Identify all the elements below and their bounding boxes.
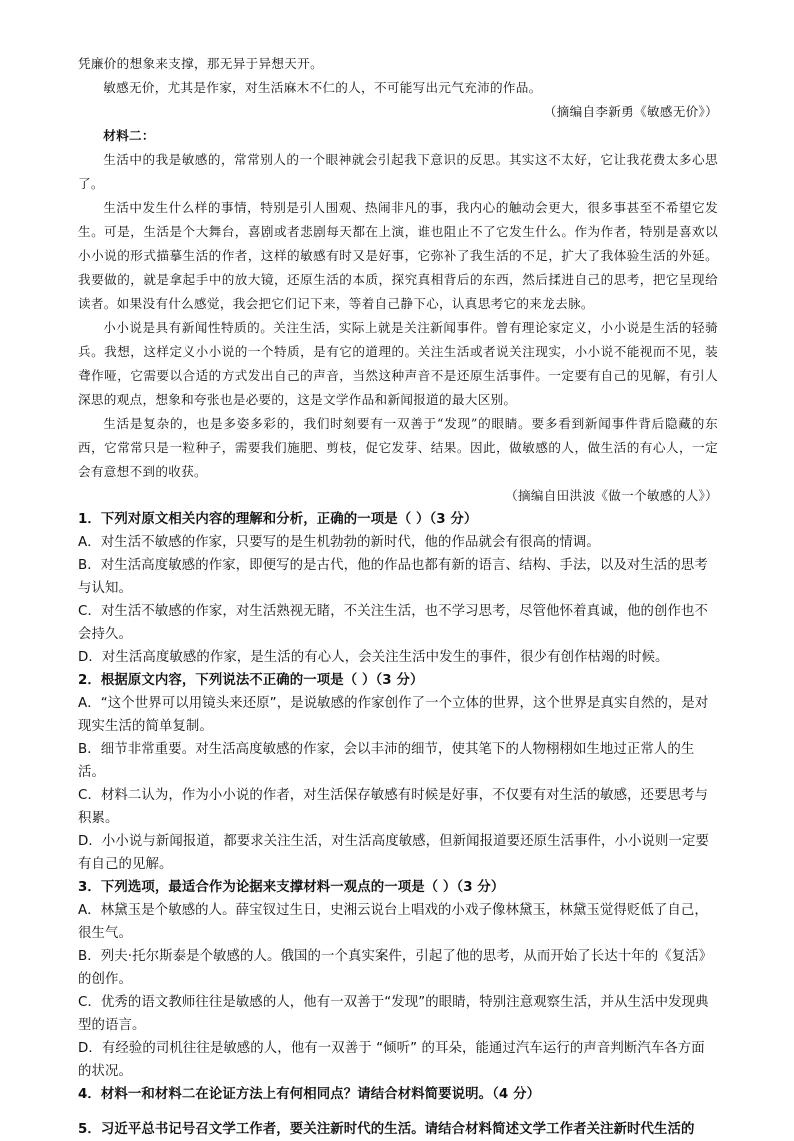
- question-1: [78, 508, 718, 669]
- material-two: [78, 124, 718, 508]
- question-stem: 2．根据原文内容，下列说法不正确的一项是（ ）（3 分）: [78, 673, 424, 688]
- question-option-d: D．有经验的司机往往是敏感的人，他有一双善于 “倾听” 的耳朵，能通过汽车运行的声音判断汽车各方面的状况。: [78, 1041, 705, 1079]
- question-4: [78, 1083, 718, 1106]
- question-option-c: C．材料二认为，作为小小说的作者，对生活保存敏感有时候是好事，不仅要有对生活的敏感，还要思考与积累。: [78, 788, 709, 826]
- question-option-b: B．列夫·托尔斯泰是个敏感的人。俄国的一个真实案件，引起了他的思考，从而开始了长达十年的《复活》的创作。: [78, 949, 713, 987]
- question-option-d: D．小小说与新闻报道，都要求关注生活，对生活高度敏感，但新闻报道要还原生活事件，小小说则一定要有自己的见解。: [78, 834, 709, 872]
- question-list: [78, 508, 718, 1141]
- question-5: [78, 1118, 718, 1141]
- material-one-ending: [78, 52, 718, 124]
- material-two-heading: 材料二：: [103, 128, 155, 143]
- question-option-d: D．对生活高度敏感的作家，是生活的有心人，会关注生活中发生的事件，很少有创作枯竭的时候。: [78, 650, 669, 665]
- question-option-b: B．细节非常重要。对生活高度敏感的作家，会以丰沛的细节，使其笔下的人物栩栩如生地过正常人的生活。: [78, 742, 695, 780]
- material-two-paragraph: 生活中发生什么样的事情，特别是引人围观、热闹非凡的事，我内心的触动会更大，很多事甚至不希望它发生。可是，生活是个大舞台，喜剧或者悲剧每天都在上演，谁也阻止不了它发生什么。作为作者，特别是喜欢以小小说的形式描摹生活的作者，这样的敏感有时又是好事，它弥补了我生活的不足，扩大了我体验生活的外延。我要做的，就是拿起手中的放大镜，还原生活的本质，探究真相背后的东西，然后揉进自己的思考，把它呈现给读者。如果没有什么感觉，我会把它们记下来，等着自己静下心，认真思考它的来龙去脉。: [78, 200, 718, 311]
- material-two-paragraph: 生活是复杂的，也是多姿多彩的，我们时刻要有一双善于“发现”的眼睛。要多看到新闻事件背后隐藏的东西，它常常只是一粒种子，需要我们施肥、剪枝，促它发芽、结果。因此，做敏感的人，做生活的有心人，一定会有意想不到的收获。: [78, 416, 718, 479]
- question-stem: 4．材料一和材料二在论证方法上有何相同点？请结合材料简要说明。（4 分）: [78, 1087, 541, 1102]
- question-stem: 5．习近平总书记号召文学工作者，要关注新时代的生活。请结合材料简述文学工作者关注新时代生活的: [78, 1122, 695, 1137]
- question-stem: 1．下列对原文相关内容的理解和分析，正确的一项是（ ）（3 分）: [78, 512, 478, 527]
- question-option-c: C．对生活不敏感的作家，对生活熟视无睹，不关注生活，也不学习思考，尽管他怀着真诚，他的创作也不会持久。: [78, 604, 709, 642]
- material-two-paragraph: 小小说是具有新闻性特质的。关注生活，实际上就是关注新闻事件。曾有理论家定义，小小说是生活的轻骑兵。我想，这样定义小小说的一个特质，是有它的道理的。关注生活或者说关注现实，小小说不能视而不见，装聋作哑，它需要以合适的方式发出自己的声音，当然这种声音不是还原生活事件。一定要有自己的见解，有引人深思的观点，想象和夸张也是必要的，这是文学作品和新闻报道的最大区别。: [78, 320, 718, 407]
- answer-space: [78, 1106, 718, 1118]
- question-option-a: A．对生活不敏感的作家，只要写的是生机勃勃的新时代，他的作品就会有很高的情调。: [78, 535, 600, 550]
- material-two-source: （摘编自田洪波《做一个敏感的人》）: [505, 488, 718, 503]
- material-one-closing: 敏感无价，尤其是作家，对生活麻木不仁的人，不可能写出元气充沛的作品。: [103, 80, 542, 95]
- material-one-source: （摘编自李新勇《敏感无价》）: [543, 104, 718, 119]
- question-option-b: B．对生活高度敏感的作家，即便写的是古代，他的作品也都有新的语言、结构、手法，以及对生活的思考与认知。: [78, 558, 708, 596]
- question-stem: 3．下列选项，最适合作为论据来支撑材料一观点的一项是（ ）（3 分）: [78, 880, 505, 895]
- question-option-c: C．优秀的语文教师往往是敏感的人，他有一双善于“发现”的眼睛，特别注意观察生活，并从生活中发现典型的语言。: [78, 995, 709, 1033]
- material-two-paragraph: 生活中的我是敏感的，常常别人的一个眼神就会引起我下意识的反思。其实这不太好，它让我花费太多心思了。: [78, 152, 718, 191]
- material-one-tail-line: 凭廉价的想象来支撑，那无异于异想天开。: [78, 56, 323, 71]
- question-3: [78, 876, 718, 1083]
- question-option-a: A．“这个世界可以用镜头来还原”，是说敏感的作家创作了一个立体的世界，这个世界是真实自然的，是对现实生活的简单复制。: [78, 696, 709, 734]
- question-option-a: A．林黛玉是个敏感的人。薛宝钗过生日，史湘云说台上唱戏的小戏子像林黛玉，林黛玉觉得贬低了自己，很生气。: [78, 903, 708, 941]
- question-2: [78, 669, 718, 876]
